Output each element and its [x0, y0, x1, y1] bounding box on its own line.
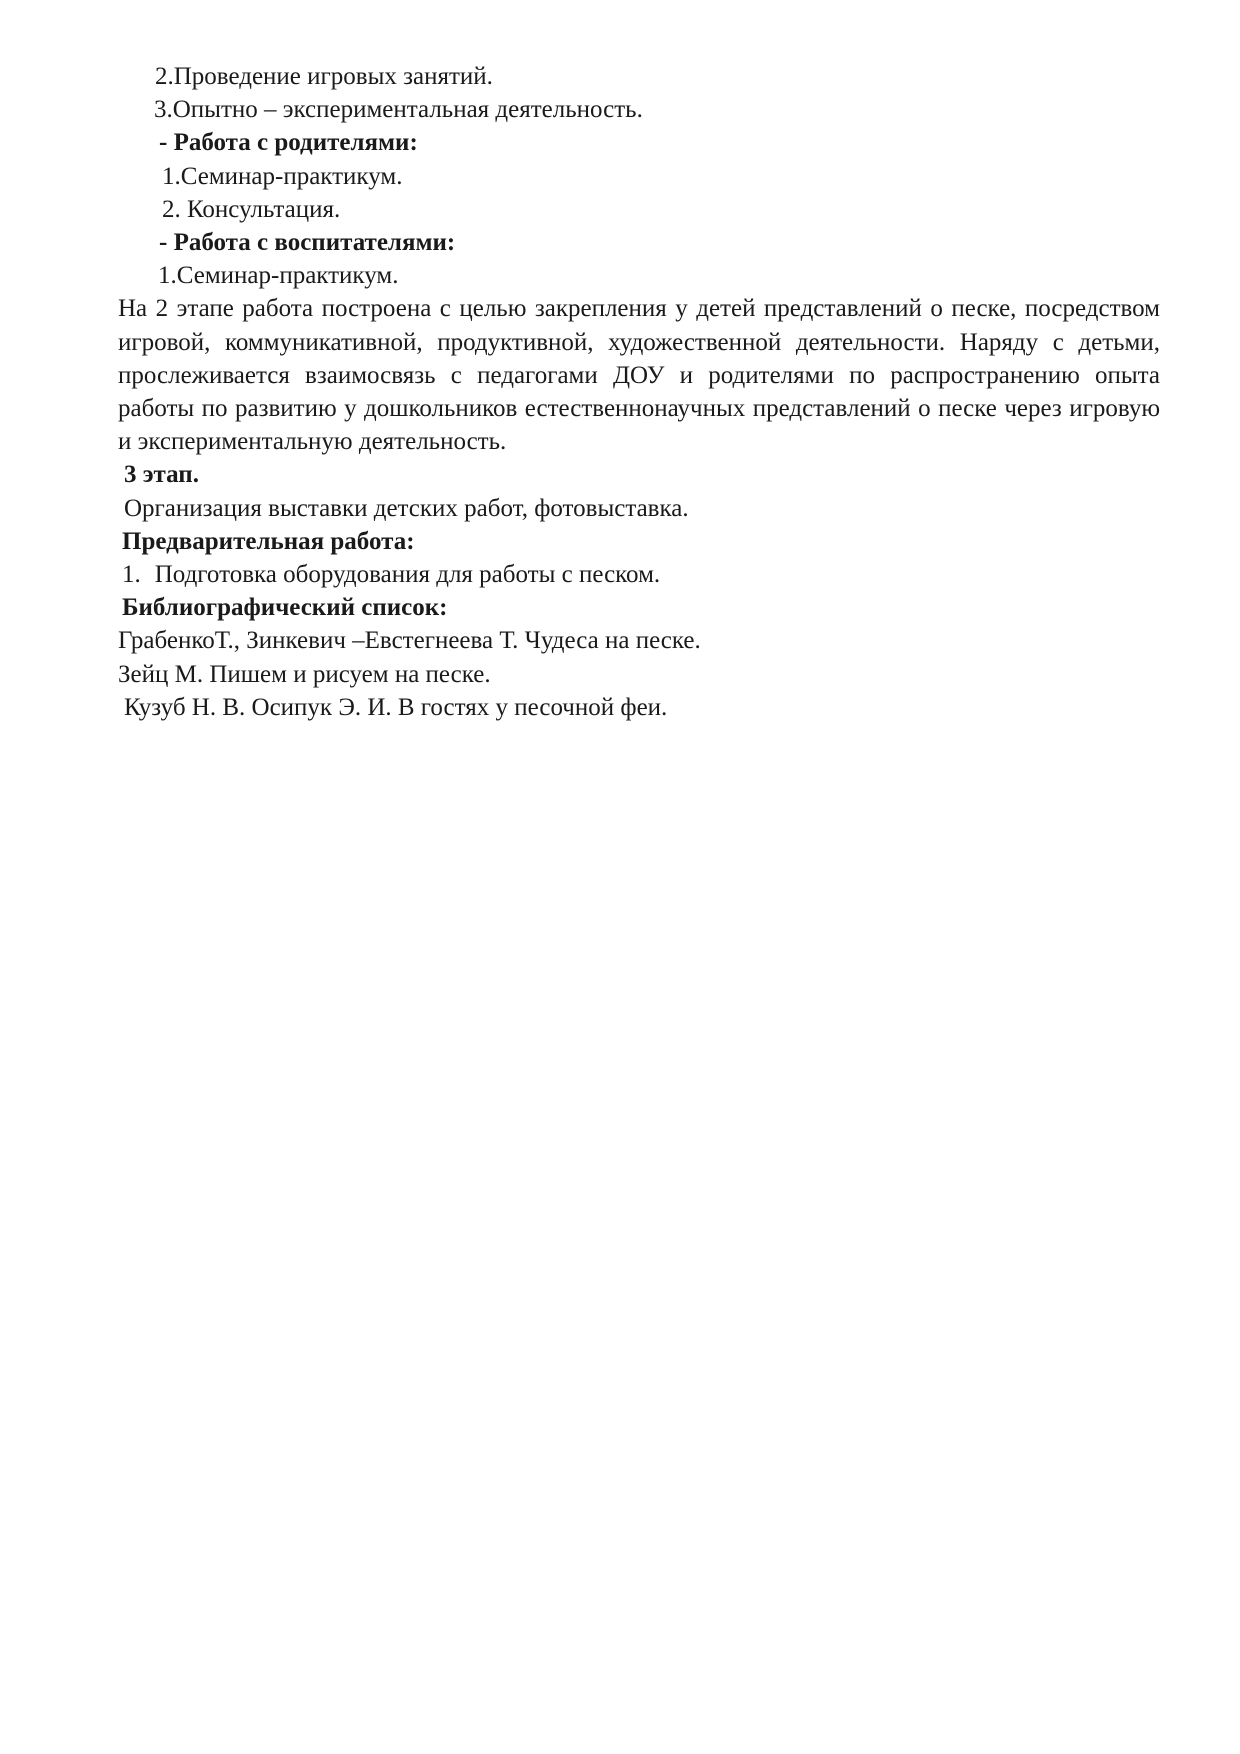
preliminary-item-number: 1.: [122, 561, 141, 589]
bibliography-entry: Зейц М. Пишем и рисуем на песке.: [118, 660, 491, 688]
bibliography-heading: Библиографический список:: [122, 594, 448, 622]
stage3-heading: 3 этап.: [124, 461, 199, 489]
preliminary-heading: Предварительная работа:: [122, 527, 415, 555]
educators-item-1: 1.Семинар-практикум.: [158, 262, 399, 290]
list-item-3: 3.Опытно – экспериментальная деятельность.: [154, 96, 643, 124]
stage2-paragraph: На 2 этапе работа построена с целью закрепления у детей представлений о песке, посредством игровой, коммуникативной, продуктивной, художественной деятельности. Наряду с детьми, прослеживается взаимосвязь с педагогами ДОУ и родителями по распространению опыта работы по развитию у дошкольников естественнонаучных представлений о песке через игровую и экспериментальную деятельность.: [118, 295, 1160, 456]
parents-item-1: 1.Семинар-практикум.: [162, 162, 403, 190]
parents-heading: - Работа с родителями:: [159, 129, 418, 157]
parents-item-2: 2. Консультация.: [162, 195, 341, 223]
page-content: [118, 60, 1160, 724]
bibliography-entry: Кузуб Н. В. Осипук Э. И. В гостях у песочной феи.: [124, 693, 668, 721]
preliminary-item-text: Подготовка оборудования для работы с песком.: [154, 561, 661, 589]
bibliography-entry: ГрабенкоТ., Зинкевич –Евстегнеева Т. Чудеса на песке.: [118, 627, 701, 655]
educators-heading: - Работа с воспитателями:: [159, 229, 456, 257]
preliminary-item: [118, 558, 1160, 591]
stage3-text: Организация выставки детских работ, фотовыставка.: [124, 494, 689, 522]
list-item-2: 2.Проведение игровых занятий.: [155, 63, 493, 90]
